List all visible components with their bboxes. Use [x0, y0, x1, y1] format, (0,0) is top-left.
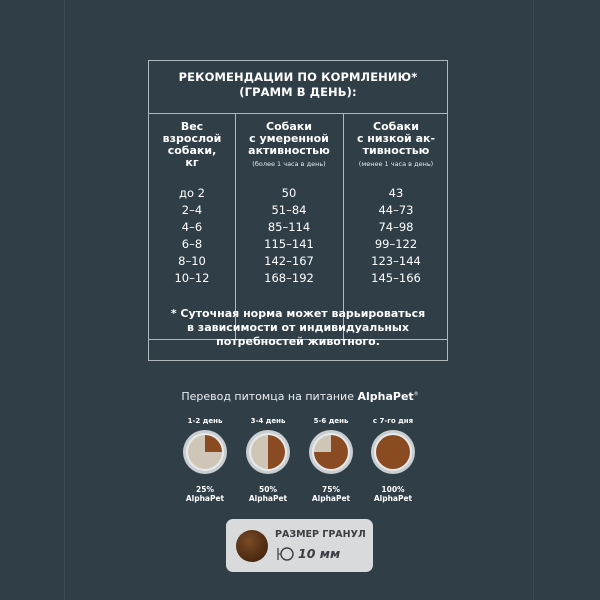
footnote-line: в зависимости от индивидуальных	[187, 321, 409, 334]
food-bowl-icon	[371, 430, 415, 474]
column-head-text: Вес	[180, 120, 204, 133]
column-head-moderate	[235, 121, 343, 169]
food-mix	[376, 435, 410, 469]
column-subtitle: (более 1 часа в день)	[252, 160, 326, 168]
table-cell: до 2	[179, 186, 205, 200]
table-title	[149, 70, 447, 100]
table-cell: 10–12	[174, 271, 210, 285]
feeding-table	[148, 60, 448, 361]
table-cell: 85–114	[267, 220, 311, 234]
column-head-text: Собаки	[373, 120, 419, 133]
table-cell: 2–4	[181, 203, 203, 217]
header-divider	[149, 113, 447, 114]
column-head-text: взрослой	[162, 132, 222, 145]
diameter-icon	[276, 546, 296, 562]
footnote	[149, 307, 447, 349]
transition-stage-3	[296, 416, 366, 503]
transition-stage-2	[233, 416, 303, 503]
stage-share	[296, 485, 366, 503]
column-head-weight	[149, 121, 235, 169]
granule-size-value: 10 мм	[298, 546, 341, 561]
food-bowl-icon	[246, 430, 290, 474]
stage-label: 5-6 день	[313, 417, 349, 425]
stage-share	[358, 485, 428, 503]
table-cell: 8–10	[178, 254, 206, 268]
granule-size-badge	[226, 519, 373, 572]
transition-stage-1	[170, 416, 240, 503]
right-guide-line	[533, 0, 534, 600]
table-cell: 74–98	[378, 220, 414, 234]
column-head-text: тивностью	[362, 144, 430, 157]
table-cell: 145–166	[371, 271, 421, 285]
stage-label: 3-4 день	[250, 417, 286, 425]
table-cell: 50	[281, 186, 297, 200]
column-subtitle: (менее 1 часа в день)	[358, 160, 434, 168]
column-head-text: с низкой ак-	[356, 132, 436, 145]
brand-mark: ®	[413, 391, 419, 398]
column-values-low	[343, 185, 449, 287]
table-cell: 115–141	[264, 237, 314, 251]
food-mix	[188, 435, 222, 469]
food-bowl-icon	[183, 430, 227, 474]
column-values-weight	[149, 185, 235, 287]
column-head-text: активностью	[248, 144, 330, 157]
column-head-text: собаки,	[167, 144, 217, 157]
column-head-low	[343, 121, 449, 169]
table-cell: 43	[388, 186, 404, 200]
table-cell: 142–167	[264, 254, 314, 268]
stage-percent: 75%	[322, 485, 340, 494]
stage-label: с 7-го дня	[372, 417, 414, 425]
column-head-text: с умеренной	[249, 132, 329, 145]
table-cell: 51–84	[271, 203, 307, 217]
brand-name: AlphaPet	[357, 390, 414, 403]
footnote-line: потребностей животного.	[216, 335, 380, 348]
food-mix	[251, 435, 285, 469]
table-cell: 99–122	[374, 237, 418, 251]
table-cell: 4–6	[181, 220, 203, 234]
stage-brand: AlphaPet	[373, 494, 413, 503]
transition-stage-4	[358, 416, 428, 503]
table-title-line-1: РЕКОМЕНДАЦИИ ПО КОРМЛЕНИЮ*	[178, 70, 418, 84]
food-mix	[314, 435, 348, 469]
stage-share	[170, 485, 240, 503]
column-head-text: кг	[185, 156, 199, 169]
transition-title-text: Перевод питомца на питание	[181, 390, 354, 403]
table-cell: 123–144	[371, 254, 421, 268]
stage-share	[233, 485, 303, 503]
stage-percent: 25%	[196, 485, 214, 494]
food-bowl-icon	[309, 430, 353, 474]
granule-label: РАЗМЕР ГРАНУЛ	[275, 529, 366, 540]
transition-title	[0, 390, 600, 403]
table-cell: 6–8	[181, 237, 203, 251]
pellet-icon	[236, 530, 268, 562]
column-head-text: Собаки	[266, 120, 312, 133]
footnote-line: * Суточная норма может варьироваться	[170, 307, 426, 320]
stage-brand: AlphaPet	[185, 494, 225, 503]
table-cell: 168–192	[264, 271, 314, 285]
stage-percent: 100%	[381, 485, 405, 494]
stage-label: 1-2 день	[187, 417, 223, 425]
table-title-line-2: (ГРАММ В ДЕНЬ):	[239, 85, 357, 99]
column-values-moderate	[235, 185, 343, 287]
table-cell: 44–73	[378, 203, 414, 217]
left-guide-line	[64, 0, 65, 600]
stage-percent: 50%	[259, 485, 277, 494]
stage-brand: AlphaPet	[311, 494, 351, 503]
stage-brand: AlphaPet	[248, 494, 288, 503]
